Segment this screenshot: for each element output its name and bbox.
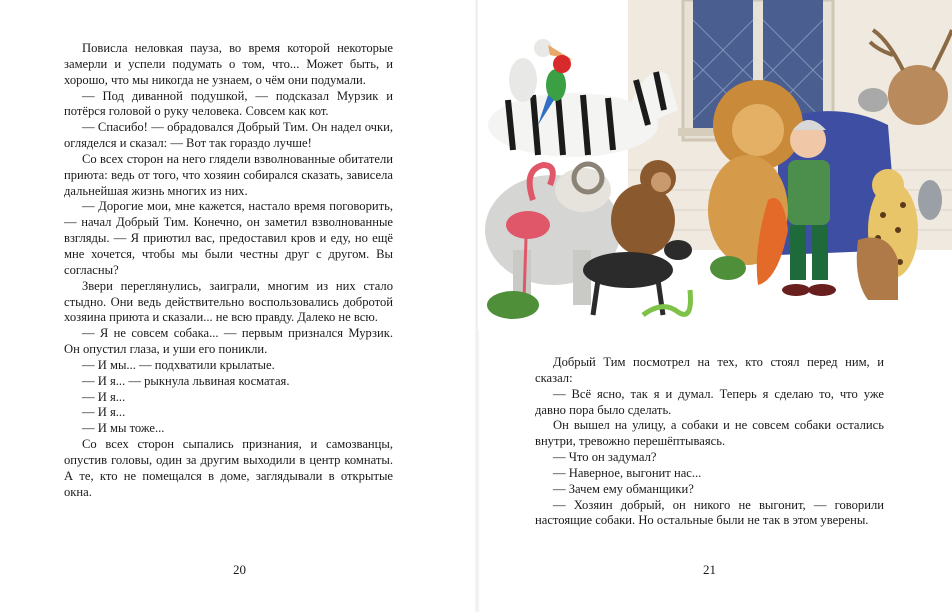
left-page-text [64,41,393,500]
paragraph: — Наверное, выгонит нас... [553,465,702,480]
paragraph: — И мы тоже... [82,421,165,436]
paragraph: — Спасибо! — обрадовался Добрый Тим. Он надел очки, огляделся и сказал: — Вот так гораздо лучше! [64,120,393,151]
paragraph: Со всех сторон сыпались признания, и самозванцы, опустив головы, один за другим выходили в центр комнаты. А те, кто не помещался в доме, заглядывали в открытые окна. [64,437,393,499]
right-page-text [535,355,884,529]
paragraph: Звери переглянулись, заиграли, многим из них стало стыдно. Они ведь действительно воспользовались добротой хозяина приюта и сказали... не всю правду. Далеко не всю. [64,278,393,325]
paragraph: Со всех сторон на него глядели взволнованные обитатели приюта: ведь от того, что хозяин собирался сказать, зависела дальнейшая жизнь многих из них. [64,151,393,198]
paragraph: — Всё ясно, так я и думал. Теперь я сделаю то, что уже давно пора было сделать. [535,386,884,417]
paragraph: Повисла неловкая пауза, во время которой некоторые замерли и успели подумать о том, что... Может быть, и хорошо, что мы никогда не узнаем, о чём они подумали. [64,41,393,87]
paragraph: Он вышел на улицу, а собаки и не совсем собаки остались внутри, тревожно перешёптываясь. [535,418,884,449]
paragraph: — И мы... — подхватили крылатые. [82,357,275,372]
paragraph: — Зачем ему обманщики? [553,481,694,496]
page-number-left: 20 [233,562,246,577]
page-number-right: 21 [703,562,716,577]
animals-illustration-icon [478,0,952,330]
paragraph: — И я... [82,389,126,404]
paragraph: — Хозяин добрый, он никого не выгонит, — говорили настоящие собаки. Но остальные были не так в этом уверены. [535,497,884,528]
paragraph: Добрый Тим посмотрел на тех, кто стоял перед ним, и сказал: [535,355,884,385]
paragraph: — И я... [82,405,126,420]
paragraph: — Дорогие мои, мне кажется, настало время поговорить, — начал Добрый Тим. Конечно, он заметил взволнованные взгляды. — Я приютил вас, предоставил кров и еду, но ещё мне хочется, чтобы мы были честны друг с другом. Вы согласны? [64,199,393,277]
paragraph: — Что он задумал? [553,450,657,465]
paragraph: — Под диванной подушкой, — подсказал Мурзик и потёрся головой о руку человека. Совсем как кот. [64,88,393,119]
paragraph: — И я... — рыкнула львиная косматая. [82,373,290,388]
paragraph: — Я не совсем собака... — первым признался Мурзик. Он опустил глаза, и уши его поникли. [64,326,393,357]
